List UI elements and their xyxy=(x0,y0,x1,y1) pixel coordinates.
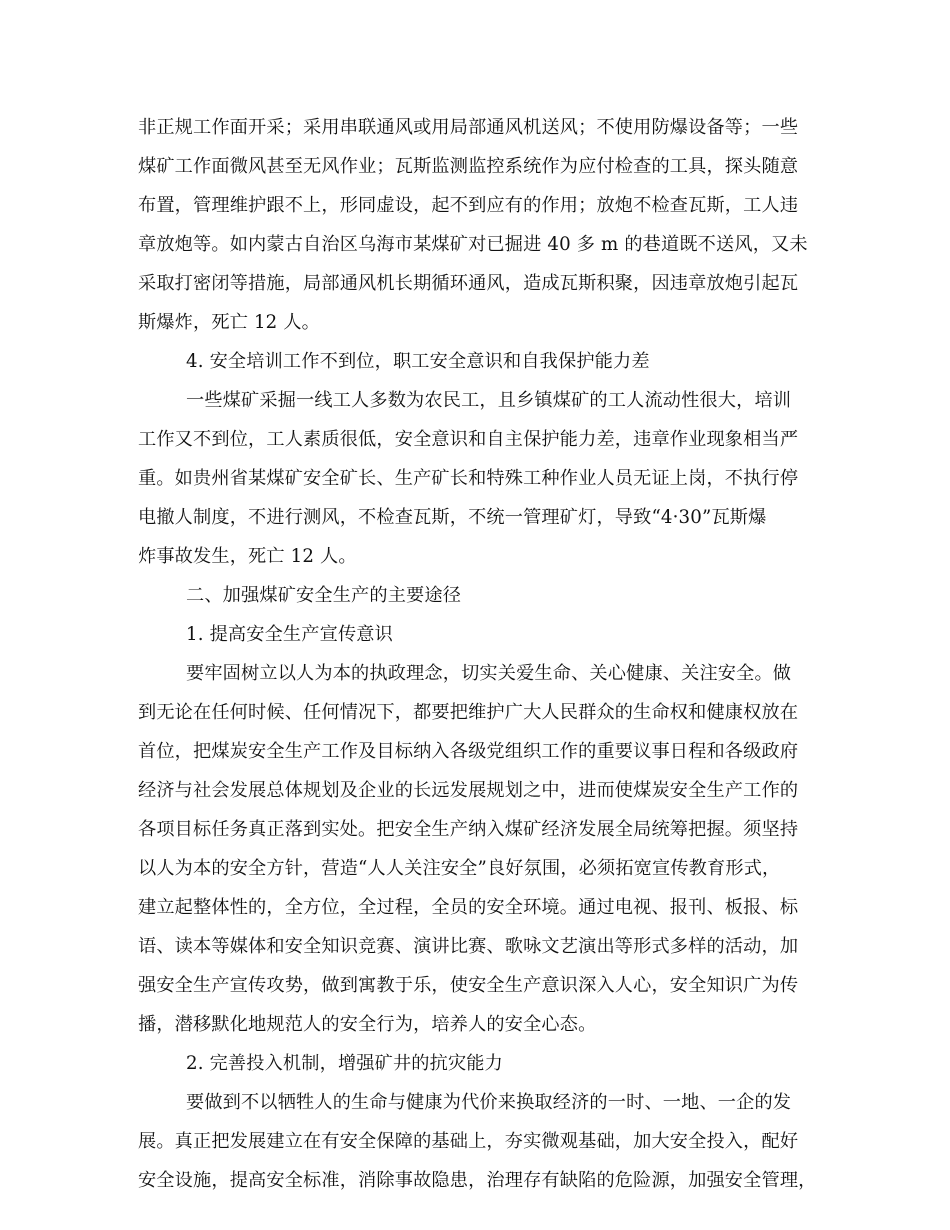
text-line: 斯爆炸，死亡 12 人。 xyxy=(138,312,321,333)
section-heading: 二、加强煤矿安全生产的主要途径 xyxy=(186,585,462,606)
text-line: 首位，把煤炭安全生产工作及目标纳入各级党组织工作的重要议事日程和各级政府 xyxy=(138,741,799,762)
text-line: 语、读本等媒体和安全知识竞赛、演讲比赛、歌咏文艺演出等形式多样的活动，加 xyxy=(138,936,799,957)
text-line: 安全设施，提高安全标准，消除事故隐患，治理存有缺陷的危险源，加强安全管理， xyxy=(138,1170,817,1191)
text-line: 采取打密闭等措施，局部通风机长期循环通风，造成瓦斯积聚，因违章放炮引起瓦 xyxy=(138,273,799,294)
text-line: 煤矿工作面微风甚至无风作业；瓦斯监测监控系统作为应付检查的工具，探头随意 xyxy=(138,156,799,177)
text-line: 工作又不到位，工人素质很低，安全意识和自主保护能力差，违章作业现象相当严 xyxy=(138,429,799,450)
text-line: 到无论在任何时候、任何情况下，都要把维护广大人民群众的生命权和健康权放在 xyxy=(138,702,799,723)
section-heading: 1. 提高安全生产宣传意识 xyxy=(186,624,393,645)
text-line: 非正规工作面开采；采用串联通风或用局部通风机送风；不使用防爆设备等；一些 xyxy=(138,117,799,138)
section-heading: 2. 完善投入机制，增强矿井的抗灾能力 xyxy=(186,1053,503,1074)
text-line: 要牢固树立以人为本的执政理念，切实关爱生命、关心健康、关注安全。做 xyxy=(186,663,792,684)
text-line: 各项目标任务真正落到实处。把安全生产纳入煤矿经济发展全局统筹把握。须坚持 xyxy=(138,819,799,840)
text-line: 炸事故发生，死亡 12 人。 xyxy=(138,546,357,567)
text-line: 强安全生产宣传攻势，做到寓教于乐，使安全生产意识深入人心，安全知识广为传 xyxy=(138,975,799,996)
section-heading: 4. 安全培训工作不到位，职工安全意识和自我保护能力差 xyxy=(186,351,650,372)
text-line: 要做到不以牺牲人的生命与健康为代价来换取经济的一时、一地、一企的发 xyxy=(186,1092,792,1113)
text-line: 重。如贵州省某煤矿安全矿长、生产矿长和特殊工种作业人员无证上岗，不执行停 xyxy=(138,468,799,489)
text-line: 电撤人制度，不进行测风，不检查瓦斯，不统一管理矿灯，导致“4·30”瓦斯爆 xyxy=(138,507,767,528)
text-line: 章放炮等。如内蒙古自治区乌海市某煤矿对已掘进 40 多 m 的巷道既不送风，又未 xyxy=(138,234,808,255)
text-line: 一些煤矿采掘一线工人多数为农民工，且乡镇煤矿的工人流动性很大，培训 xyxy=(186,390,792,411)
text-line: 布置，管理维护跟不上，形同虚设，起不到应有的作用；放炮不检查瓦斯，工人违 xyxy=(138,195,799,216)
text-line: 建立起整体性的，全方位，全过程，全员的安全环境。通过电视、报刊、板报、标 xyxy=(138,897,799,918)
text-line: 展。真正把发展建立在有安全保障的基础上，夯实微观基础，加大安全投入，配好 xyxy=(138,1131,799,1152)
text-line: 以人为本的安全方针，营造“人人关注安全”良好氛围，必须拓宽宣传教育形式， xyxy=(138,858,781,879)
text-line: 经济与社会发展总体规划及企业的长远发展规划之中，进而使煤炭安全生产工作的 xyxy=(138,780,799,801)
text-line: 播，潜移默化地规范人的安全行为，培养人的安全心态。 xyxy=(138,1014,597,1035)
